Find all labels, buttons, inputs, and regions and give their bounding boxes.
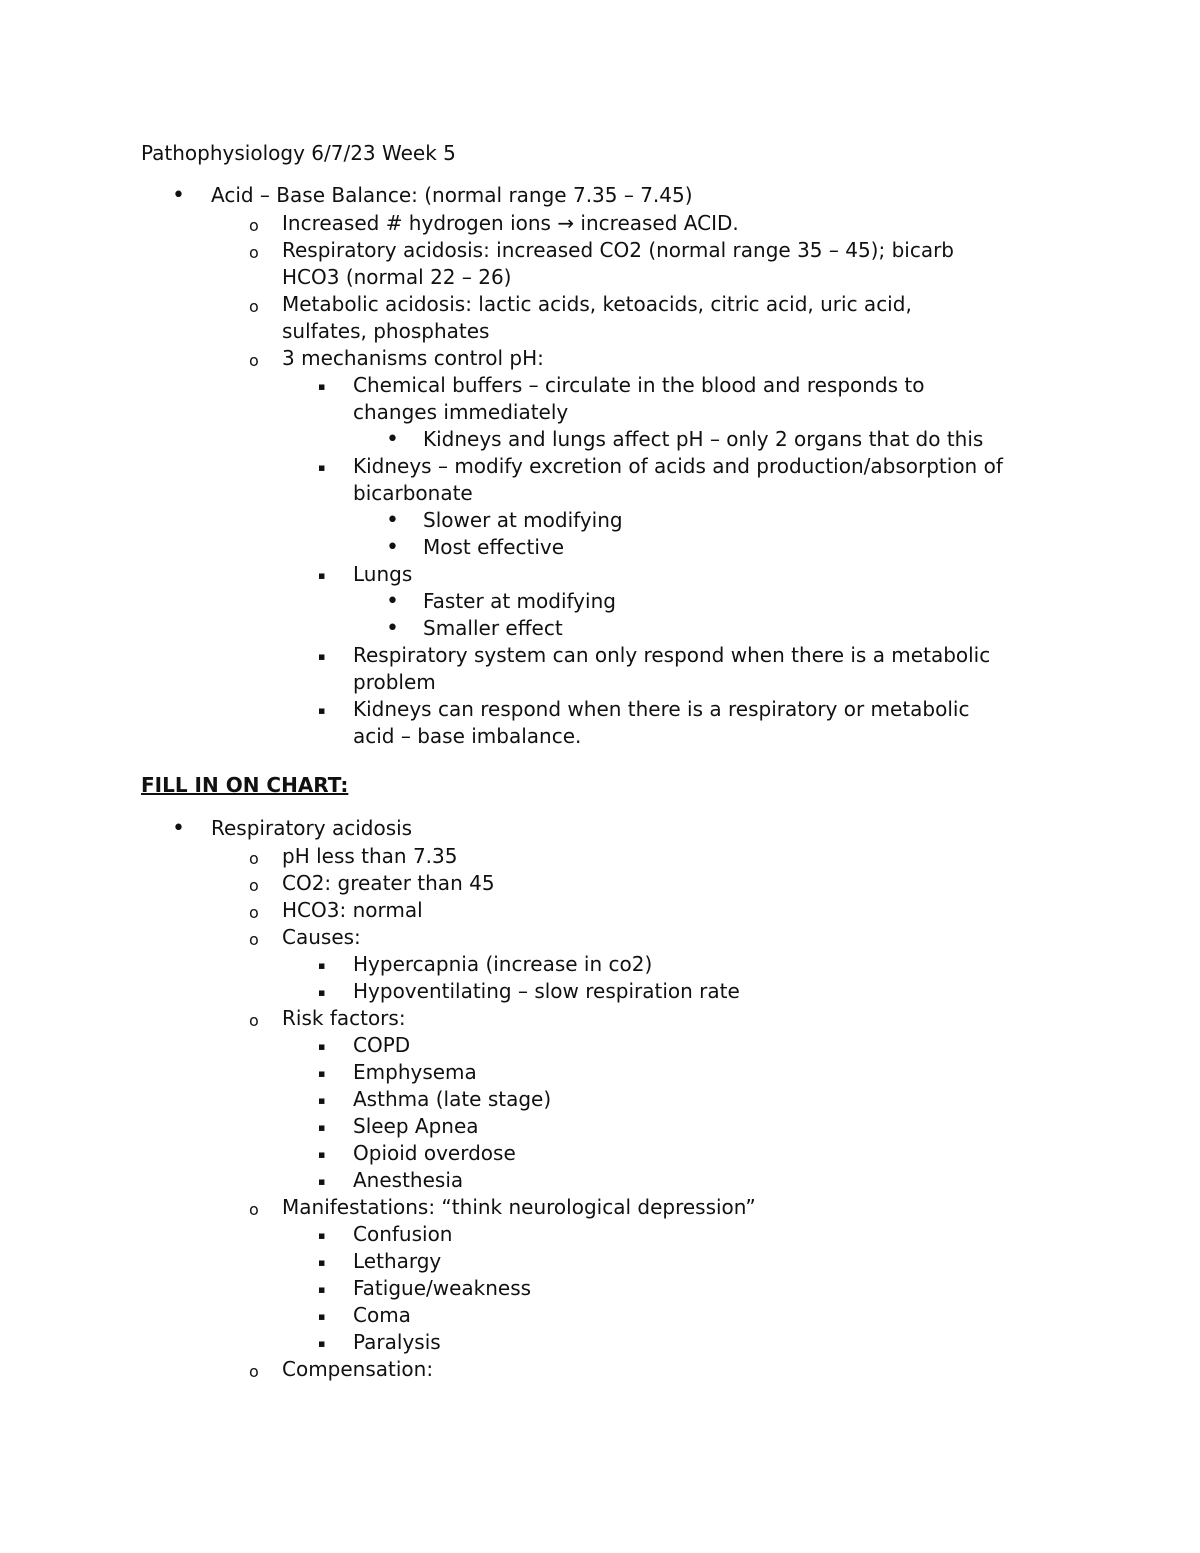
text-line: Kidneys – modify excretion of acids and production/absorption of [353, 454, 1003, 478]
bullet-circle: o [249, 876, 259, 895]
text-line: Respiratory system can only respond when there is a metabolic [353, 643, 991, 667]
list-item [0, 615, 1003, 642]
list-item [0, 182, 1003, 209]
bullet-circle: o [249, 849, 259, 868]
bullet-circle: o [249, 903, 259, 922]
list-item [0, 696, 1003, 750]
list-item-text: Lethargy [353, 1249, 442, 1273]
bullet-square: ▪ [318, 1121, 326, 1134]
bullet-dot: • [386, 508, 399, 533]
bullet-dot: • [172, 183, 185, 208]
list-item [0, 1356, 756, 1383]
list-item [0, 642, 1003, 696]
bullet-square: ▪ [318, 1256, 326, 1269]
list-item-text: Causes: [282, 925, 361, 949]
bullet-square: ▪ [318, 461, 326, 474]
list-item-text: 3 mechanisms control pH: [282, 346, 544, 370]
text-line: sulfates, phosphates [282, 319, 490, 343]
list-item-text [353, 453, 1003, 507]
bullet-square: ▪ [318, 1310, 326, 1323]
text-line: Metabolic acidosis: lactic acids, ketoacids, citric acid, uric acid, [282, 292, 912, 316]
list-item [0, 345, 1003, 372]
list-item-text: Most effective [423, 535, 565, 559]
list-item [0, 588, 1003, 615]
bullet-circle: o [249, 216, 259, 235]
list-item [0, 978, 756, 1005]
list-item [0, 1275, 756, 1302]
text-line: HCO3 (normal 22 – 26) [282, 265, 512, 289]
acid-base-heading: Acid – Base Balance: (normal range 7.35 – 7.45) [211, 183, 693, 207]
bullet-square: ▪ [318, 1229, 326, 1242]
list-item-text: Smaller effect [423, 616, 563, 640]
list-item [0, 372, 1003, 426]
list-item-text: Asthma (late stage) [353, 1087, 552, 1111]
bullet-square: ▪ [318, 959, 326, 972]
list-item [0, 1302, 756, 1329]
list-item-text [282, 291, 1003, 345]
list-item [0, 815, 756, 842]
bullet-square: ▪ [318, 1148, 326, 1161]
list-item-text: Confusion [353, 1222, 453, 1246]
list-item-text: Paralysis [353, 1330, 441, 1354]
text-line: Respiratory acidosis: increased CO2 (normal range 35 – 45); bicarb [282, 238, 955, 262]
list-item-text: Hypercapnia (increase in co2) [353, 952, 653, 976]
bullet-dot: • [172, 816, 185, 841]
list-item-text: CO2: greater than 45 [282, 871, 495, 895]
list-item-text: Risk factors: [282, 1006, 406, 1030]
bullet-square: ▪ [318, 1040, 326, 1053]
bullet-dot: • [386, 535, 399, 560]
list-item-text [353, 642, 1003, 696]
text-line: bicarbonate [353, 481, 473, 505]
list-item [0, 426, 1003, 453]
bullet-circle: o [249, 351, 259, 370]
bullet-square: ▪ [318, 986, 326, 999]
list-item-text: Opioid overdose [353, 1141, 516, 1165]
list-item-text [353, 696, 1003, 750]
list-item [0, 1221, 756, 1248]
list-item [0, 534, 1003, 561]
bullet-dot: • [386, 616, 399, 641]
bullet-square: ▪ [318, 704, 326, 717]
list-item-text: Kidneys and lungs affect pH – only 2 organs that do this [423, 427, 984, 451]
bullet-circle: o [249, 1011, 259, 1030]
document-title: Pathophysiology 6/7/23 Week 5 [141, 141, 456, 165]
list-item-text: COPD [353, 1033, 411, 1057]
list-item-text: Faster at modifying [423, 589, 616, 613]
list-item [0, 507, 1003, 534]
list-item [0, 291, 1003, 345]
bullet-square: ▪ [318, 380, 326, 393]
list-item-text: HCO3: normal [282, 898, 423, 922]
bullet-dot: • [386, 427, 399, 452]
list-item-text: Coma [353, 1303, 411, 1327]
list-item-text: Slower at modifying [423, 508, 623, 532]
list-item-text: Sleep Apnea [353, 1114, 479, 1138]
list-item [0, 1194, 756, 1221]
bullet-circle: o [249, 1362, 259, 1381]
list-item [0, 924, 756, 951]
bullet-circle: o [249, 1200, 259, 1219]
list-item [0, 843, 756, 870]
list-item [0, 1140, 756, 1167]
list-item-text: Lungs [353, 562, 413, 586]
list-item-text: Fatigue/weakness [353, 1276, 532, 1300]
list-item [0, 561, 1003, 588]
bullet-square: ▪ [318, 1094, 326, 1107]
list-item-text: Manifestations: “think neurological depression” [282, 1195, 756, 1219]
list-item-text: Hypoventilating – slow respiration rate [353, 979, 740, 1003]
list-item [0, 870, 756, 897]
list-item [0, 453, 1003, 507]
bullet-dot: • [386, 589, 399, 614]
list-item-text: pH less than 7.35 [282, 844, 458, 868]
respiratory-acidosis-list [0, 815, 756, 1383]
list-item [0, 897, 756, 924]
fill-in-heading: FILL IN ON CHART: [141, 773, 349, 797]
bullet-square: ▪ [318, 1175, 326, 1188]
list-item [0, 1005, 756, 1032]
list-item-text: Emphysema [353, 1060, 477, 1084]
list-item [0, 1167, 756, 1194]
bullet-square: ▪ [318, 1337, 326, 1350]
bullet-circle: o [249, 297, 259, 316]
list-item [0, 1329, 756, 1356]
bullet-circle: o [249, 243, 259, 262]
bullet-square: ▪ [318, 650, 326, 663]
bullet-square: ▪ [318, 1283, 326, 1296]
list-item [0, 1248, 756, 1275]
text-line: acid – base imbalance. [353, 724, 582, 748]
respiratory-acidosis-heading: Respiratory acidosis [211, 816, 413, 840]
list-item [0, 1059, 756, 1086]
text-line: Kidneys can respond when there is a respiratory or metabolic [353, 697, 970, 721]
list-item-text: Compensation: [282, 1357, 434, 1381]
list-item [0, 210, 1003, 237]
text-line: problem [353, 670, 436, 694]
text-line: Chemical buffers – circulate in the blood and responds to [353, 373, 925, 397]
list-item [0, 951, 756, 978]
bullet-square: ▪ [318, 1067, 326, 1080]
list-item [0, 1032, 756, 1059]
list-item [0, 237, 1003, 291]
list-item [0, 1113, 756, 1140]
bullet-circle: o [249, 930, 259, 949]
bullet-square: ▪ [318, 569, 326, 582]
list-item-text: Increased # hydrogen ions → increased ACID. [282, 211, 739, 235]
list-item [0, 1086, 756, 1113]
list-item-text [282, 237, 1003, 291]
list-item-text [353, 372, 1003, 426]
acid-base-list [0, 182, 1003, 750]
list-item-text: Anesthesia [353, 1168, 464, 1192]
text-line: changes immediately [353, 400, 569, 424]
